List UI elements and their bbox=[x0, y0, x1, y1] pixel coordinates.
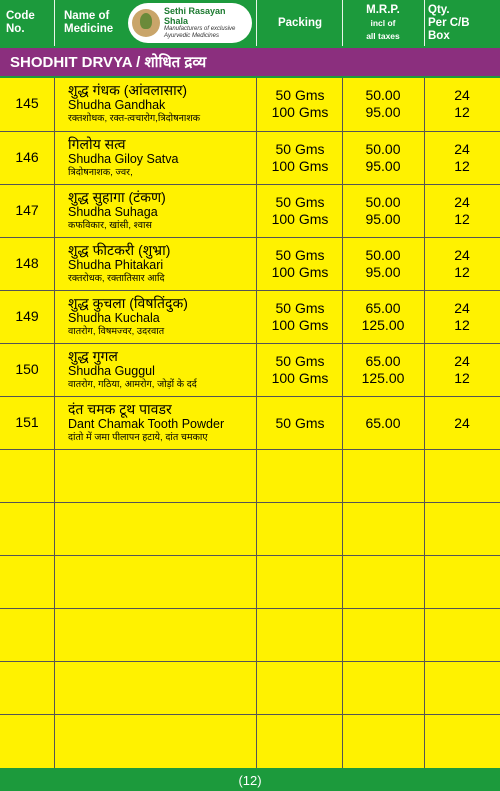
page-number: (12) bbox=[0, 770, 500, 791]
packing-cell bbox=[256, 194, 344, 228]
header-mrp-line1: M.R.P. bbox=[366, 3, 400, 16]
packing-cell bbox=[256, 415, 344, 432]
medicine-uses: त्रिदोषनाशक, ज्वर, bbox=[68, 167, 133, 178]
packing-value: 100 Gms bbox=[271, 211, 329, 227]
table-row bbox=[0, 237, 500, 290]
column-divider bbox=[256, 78, 257, 768]
mrp-cell bbox=[342, 141, 424, 175]
medicine-table bbox=[0, 78, 500, 768]
medicine-code: 150 bbox=[15, 361, 39, 377]
section-title: SHODHIT DRVYA / शोधित द्रव्य bbox=[10, 54, 207, 71]
table-row bbox=[0, 78, 500, 131]
qty-cell bbox=[424, 87, 500, 121]
medicine-code: 149 bbox=[15, 308, 39, 324]
header-name bbox=[64, 0, 124, 46]
header-divider bbox=[256, 0, 257, 46]
header-qty-line1: Qty. bbox=[428, 3, 450, 16]
qty-value: 24 bbox=[454, 141, 470, 157]
medicine-name-hindi: शुद्ध गंधक (आंवलासार) bbox=[68, 82, 188, 98]
logo-title: Sethi Rasayan Shala bbox=[164, 6, 226, 26]
medicine-name-english: Shudha Guggul bbox=[68, 364, 155, 378]
packing-value: 50 Gms bbox=[275, 415, 325, 431]
medicine-name bbox=[68, 242, 258, 285]
table-row bbox=[0, 396, 500, 449]
packing-cell bbox=[256, 87, 344, 121]
medicine-name-hindi: गिलोय सत्व bbox=[68, 136, 126, 152]
table-row bbox=[0, 290, 500, 343]
header-qty bbox=[428, 0, 500, 46]
mrp-cell bbox=[342, 415, 424, 432]
qty-value: 12 bbox=[454, 211, 470, 227]
packing-cell bbox=[256, 141, 344, 175]
packing-value: 50 Gms bbox=[275, 247, 325, 263]
medicine-name-hindi: दंत चमक टूथ पावडर bbox=[68, 401, 172, 417]
medicine-name-english: Dant Chamak Tooth Powder bbox=[68, 417, 225, 431]
medicine-name bbox=[68, 348, 258, 391]
medicine-name-english: Shudha Phitakari bbox=[68, 258, 164, 272]
packing-value: 100 Gms bbox=[271, 264, 329, 280]
medicine-name-hindi: शुद्ध गुगल bbox=[68, 348, 118, 364]
packing-cell bbox=[256, 247, 344, 281]
header-name-line1: Name of bbox=[64, 10, 110, 22]
qty-value: 12 bbox=[454, 158, 470, 174]
header-mrp bbox=[344, 0, 422, 46]
medicine-name bbox=[68, 136, 258, 179]
qty-value: 24 bbox=[454, 300, 470, 316]
packing-value: 50 Gms bbox=[275, 353, 325, 369]
medicine-name-hindi: शुद्ध फीटकरी (शुभ्रा) bbox=[68, 242, 171, 258]
mrp-value: 125.00 bbox=[361, 317, 405, 333]
header-mrp-line3: all taxes bbox=[366, 30, 400, 41]
medicine-name-english: Shudha Gandhak bbox=[68, 98, 166, 112]
table-header bbox=[0, 0, 500, 46]
mrp-value: 95.00 bbox=[365, 158, 401, 174]
qty-cell bbox=[424, 247, 500, 281]
mrp-value: 50.00 bbox=[365, 87, 401, 103]
mrp-value: 125.00 bbox=[361, 370, 405, 386]
packing-value: 100 Gms bbox=[271, 370, 329, 386]
mrp-cell bbox=[342, 87, 424, 121]
qty-cell bbox=[424, 194, 500, 228]
qty-value: 24 bbox=[454, 194, 470, 210]
packing-value: 100 Gms bbox=[271, 104, 329, 120]
medicine-uses: रक्तशोधक, रक्त-त्वचारोग,त्रिदोषनाशक bbox=[68, 113, 201, 124]
mrp-cell bbox=[342, 194, 424, 228]
qty-value: 12 bbox=[454, 264, 470, 280]
medicine-code: 148 bbox=[15, 255, 39, 271]
medicine-code: 145 bbox=[15, 95, 39, 111]
medicine-uses: वातरोग, गठिया, आमरोग, जोड़ों के दर्द bbox=[68, 379, 197, 390]
medicine-code: 146 bbox=[15, 149, 39, 165]
column-divider bbox=[424, 78, 425, 768]
qty-value: 24 bbox=[454, 415, 470, 431]
empty-table-row bbox=[0, 608, 500, 661]
qty-cell bbox=[424, 141, 500, 175]
mrp-value: 95.00 bbox=[365, 211, 401, 227]
header-code bbox=[6, 0, 48, 46]
qty-value: 24 bbox=[454, 247, 470, 263]
medicine-uses: वातरोग, विषमज्वर, उदरवात bbox=[68, 326, 165, 337]
medicine-code: 151 bbox=[15, 414, 39, 430]
medicine-code: 147 bbox=[15, 202, 39, 218]
table-row bbox=[0, 343, 500, 396]
packing-value: 50 Gms bbox=[275, 141, 325, 157]
mrp-value: 65.00 bbox=[365, 300, 401, 316]
header-packing: Packing bbox=[277, 16, 323, 29]
medicine-name bbox=[68, 82, 258, 125]
medicine-name-hindi: शुद्ध सुहागा (टंकण) bbox=[68, 189, 166, 205]
medicine-name-english: Shudha Kuchala bbox=[68, 311, 160, 325]
mrp-cell bbox=[342, 353, 424, 387]
column-divider bbox=[54, 78, 55, 768]
qty-value: 12 bbox=[454, 370, 470, 386]
empty-table-row bbox=[0, 502, 500, 555]
packing-cell bbox=[256, 300, 344, 334]
qty-cell bbox=[424, 300, 500, 334]
packing-value: 100 Gms bbox=[271, 317, 329, 333]
logo-subtitle-1: Manufacturers of exclusive bbox=[164, 26, 236, 32]
medicine-uses: कफविकार, खांसी, श्वास bbox=[68, 220, 152, 231]
header-code-line1: Code bbox=[6, 10, 35, 22]
medicine-name-hindi: शुद्ध कुचला (विषतिंदुक) bbox=[68, 295, 188, 311]
medicine-name bbox=[68, 401, 258, 444]
table-row bbox=[0, 184, 500, 237]
packing-value: 50 Gms bbox=[275, 87, 325, 103]
medicine-name-english: Shudha Giloy Satva bbox=[68, 152, 179, 166]
header-mrp-line2: incl of bbox=[370, 17, 396, 28]
header-divider bbox=[54, 0, 55, 46]
mrp-value: 50.00 bbox=[365, 247, 401, 263]
header-divider bbox=[424, 0, 425, 46]
header-qty-line2: Per C/B bbox=[428, 16, 470, 29]
table-row bbox=[0, 131, 500, 184]
column-divider bbox=[342, 78, 343, 768]
qty-value: 12 bbox=[454, 104, 470, 120]
empty-table-row bbox=[0, 661, 500, 714]
mrp-value: 50.00 bbox=[365, 194, 401, 210]
qty-value: 24 bbox=[454, 353, 470, 369]
header-code-line2: No. bbox=[6, 23, 25, 35]
mrp-value: 65.00 bbox=[365, 353, 401, 369]
qty-value: 24 bbox=[454, 87, 470, 103]
logo-subtitle-2: Ayurvedic Medicines bbox=[164, 33, 219, 39]
packing-value: 100 Gms bbox=[271, 158, 329, 174]
medicine-name bbox=[68, 189, 258, 232]
mrp-value: 50.00 bbox=[365, 141, 401, 157]
mrp-cell bbox=[342, 247, 424, 281]
qty-value: 12 bbox=[454, 317, 470, 333]
medicine-uses: दांतो में जमा पीलापन हटाये, दांत चमकाए bbox=[68, 432, 208, 443]
mrp-value: 95.00 bbox=[365, 264, 401, 280]
packing-cell bbox=[256, 353, 344, 387]
packing-value: 50 Gms bbox=[275, 194, 325, 210]
mrp-value: 95.00 bbox=[365, 104, 401, 120]
empty-table-row bbox=[0, 555, 500, 608]
qty-cell bbox=[424, 353, 500, 387]
header-name-line2: Medicine bbox=[64, 23, 114, 35]
mortar-pestle-icon bbox=[132, 9, 160, 37]
medicine-name bbox=[68, 295, 258, 338]
qty-cell bbox=[424, 415, 500, 432]
empty-table-row bbox=[0, 449, 500, 502]
mrp-cell bbox=[342, 300, 424, 334]
medicine-name-english: Shudha Suhaga bbox=[68, 205, 158, 219]
packing-value: 50 Gms bbox=[275, 300, 325, 316]
company-logo bbox=[128, 3, 252, 43]
mrp-value: 65.00 bbox=[365, 415, 401, 431]
medicine-uses: रक्तरोधक, रक्तातिसार आदि bbox=[68, 273, 165, 284]
header-divider bbox=[342, 0, 343, 46]
empty-table-row bbox=[0, 714, 500, 767]
section-title-bar bbox=[0, 48, 500, 76]
header-qty-line3: Box bbox=[428, 29, 450, 42]
